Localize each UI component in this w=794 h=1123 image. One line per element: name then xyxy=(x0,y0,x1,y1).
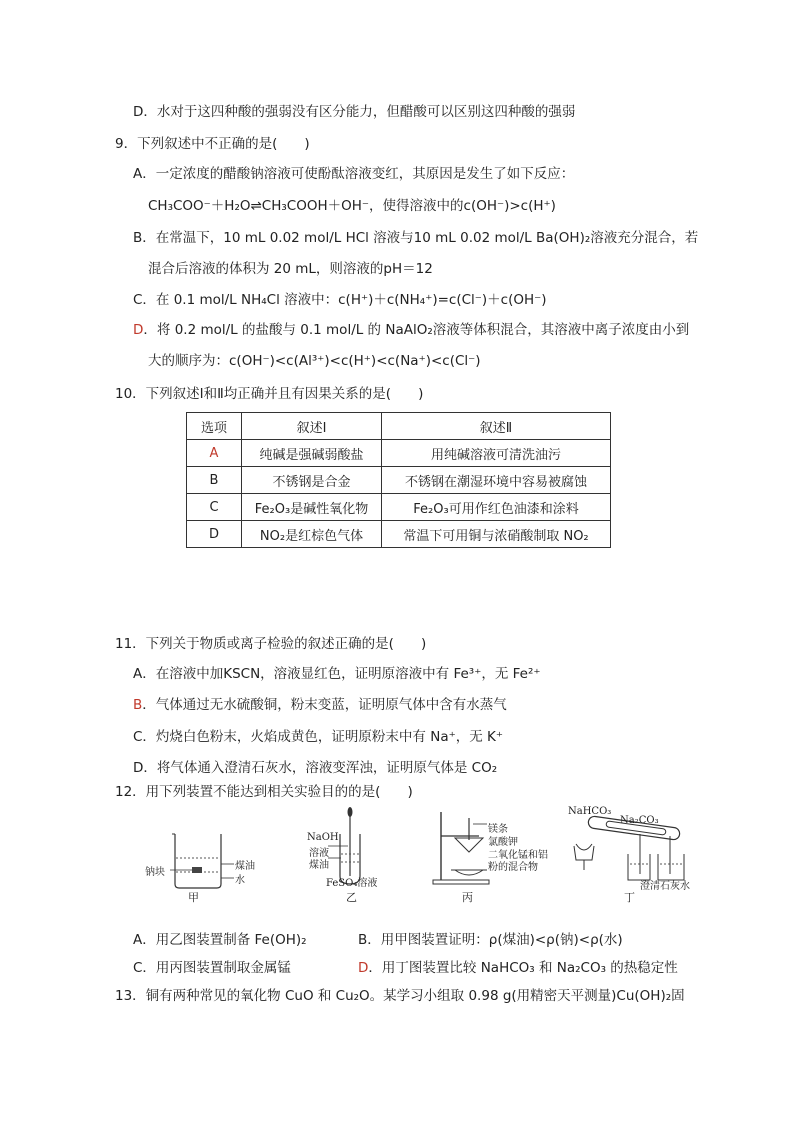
figure-bing-label-mix1: 二氧化锰和铝 xyxy=(488,850,548,861)
figure-yi-label-solution: 溶液 xyxy=(309,848,329,859)
table-cell: A xyxy=(187,440,242,467)
table-cell: 不锈钢在潮湿环境中容易被腐蚀 xyxy=(382,467,611,494)
q11-option-d: D．将气体通入澄清石灰水，溶液变浑浊，证明原气体是 CO₂ xyxy=(133,760,498,776)
table-header: 叙述Ⅱ xyxy=(382,413,611,440)
figure-jia-label-block: 钠块 xyxy=(145,867,165,878)
table-cell: Fe₂O₃是碱性氧化物 xyxy=(242,494,382,521)
q9-option-c: C．在 0.1 mol/L NH₄Cl 溶液中：c(H⁺)＋c(NH₄⁺)=c(Cl⁻)＋c(OH⁻) xyxy=(133,292,547,308)
question-9: 9．下列叙述中不正确的是( ) xyxy=(115,136,310,152)
q9-option-d-line2: 大的顺序为：c(OH⁻)<c(Al³⁺)<c(H⁺)<c(Na⁺)<c(Cl⁻) xyxy=(148,353,481,369)
figure-ding-label-na2co3: Na₂CO₃ xyxy=(620,815,659,826)
figure-jia-label-water: 水 xyxy=(235,875,245,886)
q12-option-a: A．用乙图装置制备 Fe(OH)₂ xyxy=(133,932,307,948)
q11-answer-marker: B xyxy=(133,697,143,713)
q12-option-c: C．用丙图装置制取金属锰 xyxy=(133,960,291,976)
q10-table xyxy=(186,412,611,548)
question-13: 13．铜有两种常见的氧化物 CuO 和 Cu₂O。某学习小组取 0.98 g(用精密天平测量)Cu(OH)₂固 xyxy=(115,988,685,1004)
table-header: 叙述Ⅰ xyxy=(242,413,382,440)
table-cell: D xyxy=(187,521,242,548)
table-cell: C xyxy=(187,494,242,521)
q8-option-d: D．水对于这四种酸的强弱没有区分能力，但醋酸可以区别这四种酸的强弱 xyxy=(133,104,576,120)
q9-option-b-line2: 混合后溶液的体积为 20 mL，则溶液的pH＝12 xyxy=(148,261,433,277)
figure-ding-caption: 丁 xyxy=(624,891,635,904)
q12-option-d-text: ．用丁图装置比较 NaHCO₃ 和 Na₂CO₃ 的热稳定性 xyxy=(368,960,678,976)
table-cell: 不锈钢是合金 xyxy=(242,467,382,494)
figure-bing-label-mg: 镁条 xyxy=(488,824,508,835)
figure-yi-label-naoh: NaOH xyxy=(307,832,339,843)
table-row xyxy=(187,467,611,494)
table-row xyxy=(187,440,611,467)
q11-option-c: C．灼烧白色粉末，火焰成黄色，证明原粉末中有 Na⁺，无 K⁺ xyxy=(133,729,503,745)
table-row xyxy=(187,494,611,521)
figure-bing-label-kclo3: 氯酸钾 xyxy=(488,837,518,848)
q9-option-d-text: ．将 0.2 mol/L 的盐酸与 0.1 mol/L 的 NaAlO₂溶液等体积混合，其溶液中离子浓度由小到 xyxy=(143,322,690,338)
figure-yi-label-feso4: FeSO₄溶液 xyxy=(326,878,378,889)
q9-option-b-line1: B．在常温下，10 mL 0.02 mol/L HCl 溶液与10 mL 0.02 mol/L Ba(OH)₂溶液充分混合，若 xyxy=(133,230,699,246)
q11-option-b xyxy=(133,695,507,715)
figure-jia-label-oil: 煤油 xyxy=(235,861,255,872)
q11-option-a: A．在溶液中加KSCN，溶液显红色，证明原溶液中有 Fe³⁺，无 Fe²⁺ xyxy=(133,666,541,682)
table-header: 选项 xyxy=(187,413,242,440)
q9-answer-marker: D xyxy=(133,322,144,338)
question-11: 11．下列关于物质或离子检验的叙述正确的是( ) xyxy=(115,636,427,652)
q12-option-d xyxy=(358,958,678,978)
figure-ding-label-lime: 澄清石灰水 xyxy=(640,881,690,892)
table-cell: 常温下可用铜与浓硝酸制取 NO₂ xyxy=(382,521,611,548)
q12-answer-marker: D xyxy=(358,960,369,976)
table-row xyxy=(187,521,611,548)
table-cell: B xyxy=(187,467,242,494)
question-10: 10．下列叙述Ⅰ和Ⅱ均正确并且有因果关系的是( ) xyxy=(115,386,424,402)
table-cell: Fe₂O₃可用作红色油漆和涂料 xyxy=(382,494,611,521)
figure-bing-stand xyxy=(425,806,495,888)
question-12: 12．用下列装置不能达到相关实验目的的是( ) xyxy=(115,784,413,800)
table-header-row xyxy=(187,413,611,440)
q11-option-b-text: ．气体通过无水硫酸铜，粉末变蓝，证明原气体中含有水蒸气 xyxy=(142,697,507,713)
figure-bing-label-mix2: 粉的混合物 xyxy=(488,862,538,873)
table-cell: NO₂是红棕色气体 xyxy=(242,521,382,548)
q9-option-a-line2: CH₃COO⁻＋H₂O⇌CH₃COOH＋OH⁻，使得溶液中的c(OH⁻)>c(H⁺) xyxy=(148,198,556,214)
table-cell: 纯碱是强碱弱酸盐 xyxy=(242,440,382,467)
q12-option-b: B．用甲图装置证明：ρ(煤油)<ρ(钠)<ρ(水) xyxy=(358,932,623,948)
table-cell: 用纯碱溶液可清洗油污 xyxy=(382,440,611,467)
figure-bing-caption: 丙 xyxy=(462,891,473,904)
q9-option-d-line1 xyxy=(133,320,689,340)
figure-jia-caption: 甲 xyxy=(188,891,199,904)
figure-yi-caption: 乙 xyxy=(346,891,357,904)
q9-option-a-line1: A．一定浓度的醋酸钠溶液可使酚酞溶液变红，其原因是发生了如下反应： xyxy=(133,166,575,182)
figure-yi-label-oil: 煤油 xyxy=(309,860,329,871)
figure-ding-label-nahco3: NaHCO₃ xyxy=(568,806,612,817)
